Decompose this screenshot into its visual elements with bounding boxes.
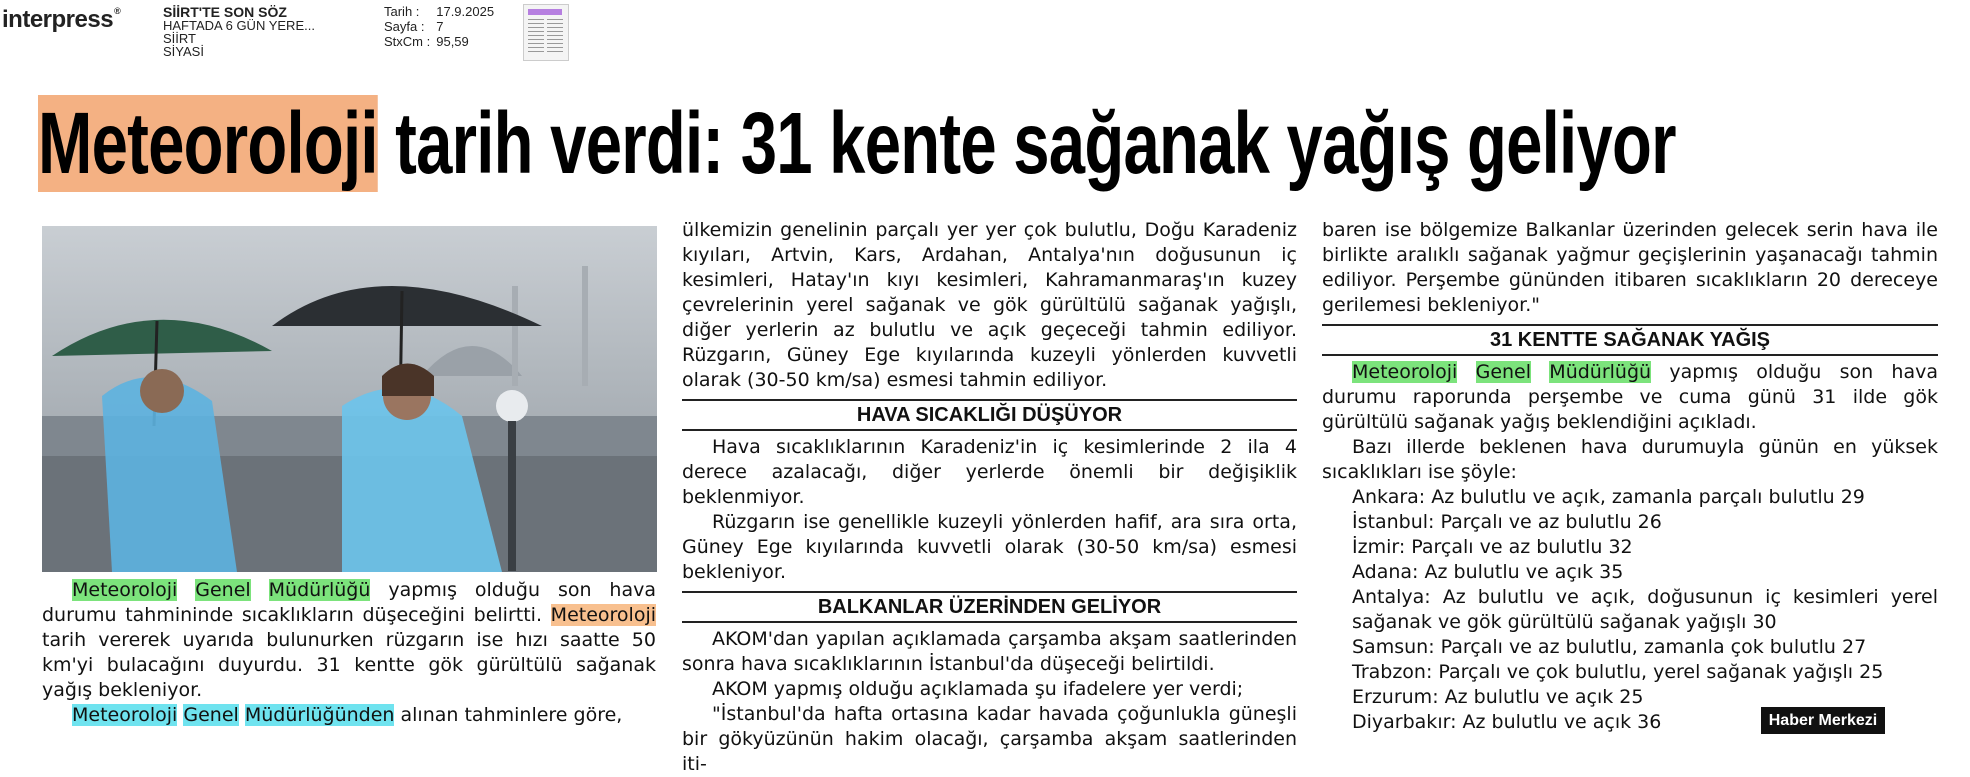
col2-paragraph-6: "İstanbul'da hafta ortasına kadar havada çoğunlukla güneşli bir gökyüzünün hakim olacağı, çarşamba akşam saatlerinden iti- (682, 703, 1297, 775)
subheading-hava-sicakligi: HAVA SICAKLIĞI DÜŞÜYOR (682, 399, 1297, 431)
list-item: İzmir: Parçalı ve az bulutlu 32 (1352, 536, 1633, 558)
rain-photo (42, 226, 657, 572)
date-value: 17.9.2025 (436, 4, 495, 19)
date-label: Tarih : (384, 4, 420, 19)
interpress-logo: interpress® (2, 6, 121, 33)
list-item: Adana: Az bulutlu ve açık 35 (1352, 561, 1624, 583)
col1-paragraph-2: Meteoroloji Genel Müdürlüğünden alınan tahminlere göre, (72, 704, 623, 726)
col2-paragraph-2: Hava sıcaklıklarının Karadeniz'in iç kesimlerinde 2 ila 4 derece azalacağı, diğer yerlerde önemli bir değişiklik beklenmiyor. (682, 436, 1297, 508)
col3-paragraph-3: Bazı illerde beklenen hava durumuyla günün en yüksek sıcaklıkları ise şöyle: (1322, 436, 1938, 483)
subheading-balkanlar: BALKANLAR ÜZERİNDEN GELİYOR (682, 591, 1297, 623)
col2-paragraph-1: ülkemizin genelinin parçalı yer yer çok bulutlu, Doğu Karadeniz kıyıları, Artvin, Kars, Ardahan, Antalya'nın doğusunun iç kesimleri, Hatay'ın kıyı kesimleri, Kahramanmaraş'ın kuzey çevrelerinin yerel sağanak ve gök gürültülü sağanak yağışlı, diğer yerlerin az bulutlu ve açık geçeceği tahmin ediliyor. Rüzgarın, Güney Ege kıyılarında kuzeyli yönlerden kuvvetli olarak (30-50 km/sa) esmesi tahmin ediliyor. (682, 219, 1297, 391)
list-item: İstanbul: Parçalı ve az bulutlu 26 (1352, 511, 1662, 533)
col2-paragraph-5: AKOM yapmış olduğu açıklamada şu ifadelere yer verdi; (712, 678, 1244, 700)
stxcm-label: StxCm : (384, 34, 431, 49)
clip-details (384, 4, 500, 49)
article-column-2 (682, 218, 1297, 777)
col3-paragraph-2: Meteoroloji Genel Müdürlüğü yapmış olduğu son hava durumu raporunda perşembe ve cuma günü 31 ilde gök gürültülü sağanak yağış beklendiğini açıkladı. (1322, 361, 1938, 433)
headline (38, 92, 1676, 196)
headline-rest: tarih verdi: 31 kente sağanak yağış geliyor (377, 95, 1676, 192)
col3-paragraph-1: baren ise bölgemize Balkanlar üzerinden gelecek serin hava ile birlikte aralıklı sağanak yağmur geçişlerinin yaşanacağı tahmin ediliyor. Perşembe gününden itibaren sıcaklıkların 20 dereceye gerilemesi bekleniyor." (1322, 219, 1938, 316)
publication-frequency: HAFTADA 6 GÜN YERE... (163, 18, 315, 33)
col1-paragraph-1: Meteoroloji Genel Müdürlüğü yapmış olduğu son hava durumu tahmininde sıcaklıkların düşeceğini belirtti. Meteoroloji tarih vererek uyarıda bulunurken rüzgarın ise hızı saatte 50 km'yi bulacağını duyurdu. 31 kentte gök gürültülü sağanak yağış bekleniyor. (42, 579, 657, 701)
list-item: Erzurum: Az bulutlu ve açık 25 (1352, 686, 1644, 708)
publication-section: SİYASİ (163, 44, 204, 59)
col2-paragraph-3: Rüzgarın ise genellikle kuzeyli yönlerden hafif, ara sıra orta, Güney Ege kıyılarında kuvvetli olarak (30-50 km/sa) esmesi bekleniyor. (682, 511, 1297, 583)
headline-highlight: Meteoroloji (38, 95, 378, 192)
city-forecast-list (1322, 485, 1938, 735)
stxcm-value: 95,59 (436, 34, 469, 49)
subheading-31-kentte: 31 KENTTE SAĞANAK YAĞIŞ (1322, 324, 1938, 356)
author-signature: Haber Merkezi (1761, 707, 1885, 734)
publication-city: SİİRT (163, 31, 196, 46)
list-item: Antalya: Az bulutlu ve açık, doğusunun iç kesimleri yerel sağanak ve gök gürültülü sağanak yağışlı 30 (1352, 586, 1938, 633)
list-item: Diyarbakır: Az bulutlu ve açık 36 (1352, 711, 1662, 733)
list-item: Samsun: Parçalı ve az bulutlu, zamanla çok bulutlu 27 (1352, 636, 1867, 658)
col2-paragraph-4: AKOM'dan yapılan açıklamada çarşamba akşam saatlerinden sonra hava sıcaklıklarının İstanbul'da düşeceği belirtildi. (682, 628, 1297, 675)
article-column-3 (1322, 218, 1938, 735)
list-item: Trabzon: Parçalı ve çok bulutlu, yerel sağanak yağışlı 25 (1352, 661, 1884, 683)
article-column-1 (42, 578, 656, 728)
page-label: Sayfa : (384, 19, 425, 34)
list-item: Ankara: Az bulutlu ve açık, zamanla parçalı bulutlu 29 (1352, 486, 1865, 508)
page-thumbnail[interactable] (523, 4, 569, 61)
page-value: 7 (436, 19, 444, 34)
publication-name: SİİRT'TE SON SÖZ (163, 4, 287, 20)
publication-info (163, 6, 315, 58)
